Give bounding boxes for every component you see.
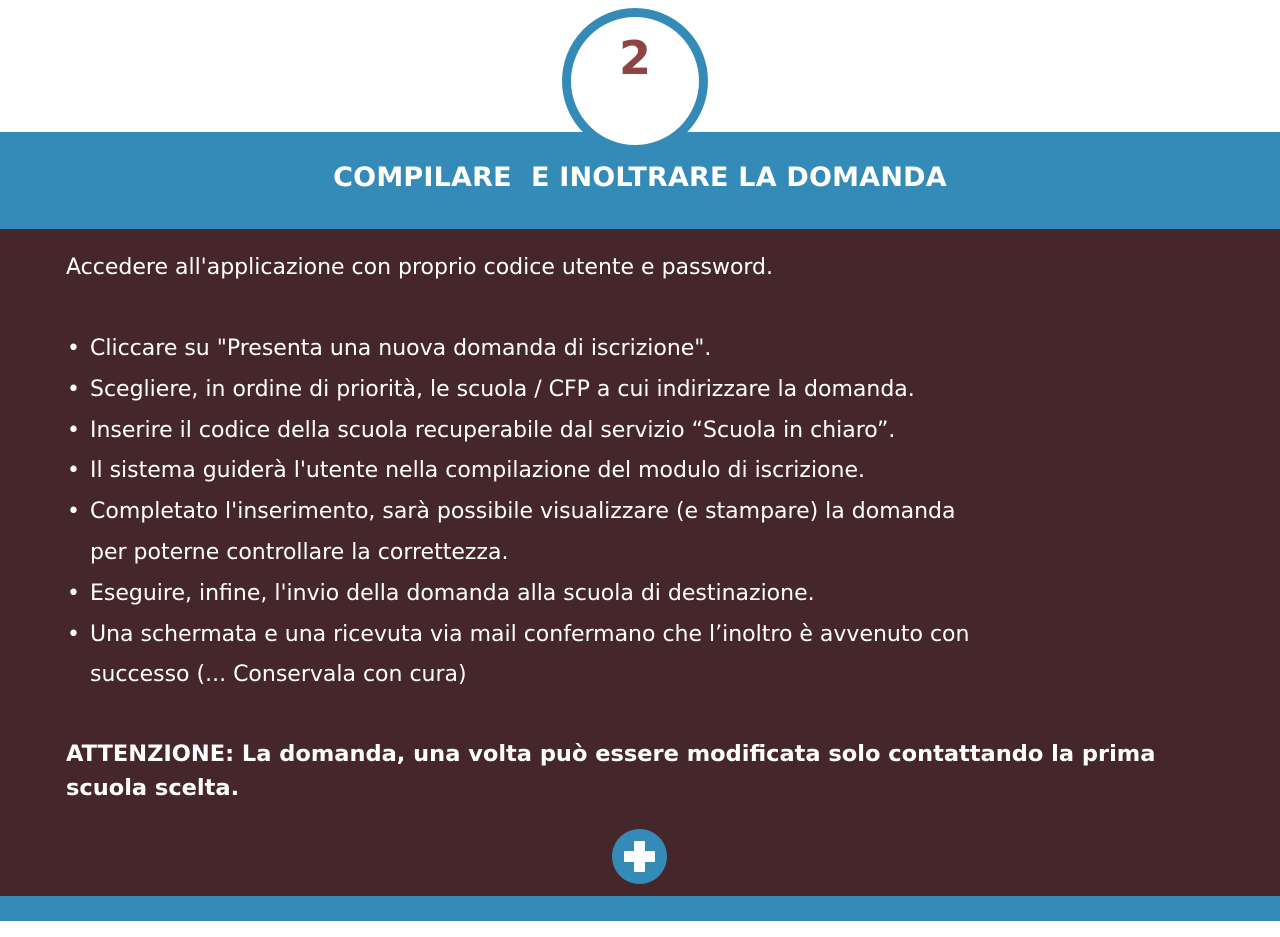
list-item (66, 411, 1206, 452)
section-title: COMPILARE E INOLTRARE LA DOMANDA (333, 162, 947, 193)
list-item (66, 492, 1206, 574)
expand-button[interactable] (612, 829, 667, 884)
content-area (0, 229, 1280, 896)
step-text: Il sistema guiderà l'utente nella compilazione del modulo di iscrizione. (90, 458, 865, 484)
bullet: • (67, 417, 80, 443)
step-text: Completato l'inserimento, sarà possibile visualizzare (e stampare) la domanda per poterne controllare la correttezza. (90, 499, 956, 565)
steps-list (66, 329, 1206, 696)
bullet: • (67, 336, 80, 361)
bullet: • (67, 376, 80, 402)
step-text: Scegliere, in ordine di priorità, le scuola / CFP a cui indirizzare la domanda. (90, 376, 915, 402)
step-badge (562, 8, 708, 154)
bullet: • (67, 580, 80, 606)
bullet: • (67, 499, 80, 525)
footer-band (0, 896, 1280, 921)
intro-text: Accedere all'applicazione con proprio codice utente e password. (66, 255, 774, 280)
bullet: • (67, 458, 80, 484)
list-item (66, 370, 1206, 411)
step-text: Una schermata e una ricevuta via mail confermano che l’inoltro è avvenuto con successo (... Conservala con cura) (90, 621, 970, 688)
step-number: 2 (618, 31, 651, 85)
bullet: • (67, 621, 80, 647)
step-text: Inserire il codice della scuola recuperabile dal servizio “Scuola in chiaro”. (90, 417, 896, 443)
step-text: Cliccare su "Presenta una nuova domanda di iscrizione". (90, 336, 712, 361)
step-text: Eseguire, infine, l'invio della domanda alla scuola di destinazione. (90, 580, 815, 606)
list-item (66, 451, 1206, 492)
attention-note: ATTENZIONE: La domanda, una volta può essere modificata solo contattando la prima scuola scelta. (66, 741, 1156, 801)
list-item (66, 574, 1206, 615)
list-item (66, 329, 1206, 370)
list-item (66, 615, 1206, 697)
